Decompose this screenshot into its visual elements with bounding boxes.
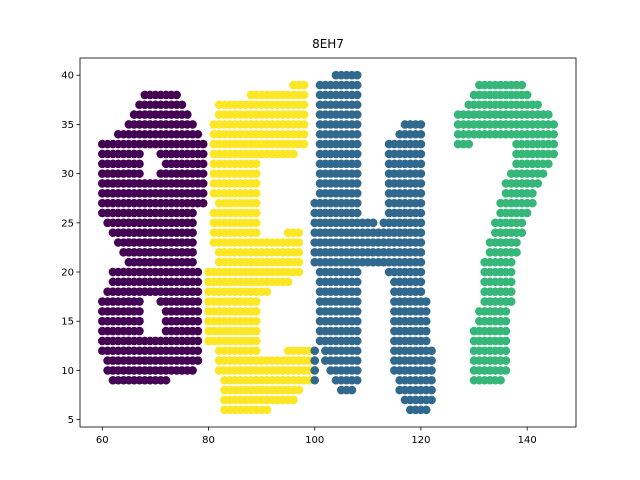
y-tick-label: 25 [61, 218, 74, 230]
data-point [294, 258, 303, 267]
data-point [300, 140, 309, 149]
data-point [294, 238, 303, 247]
data-point [194, 356, 203, 365]
data-point [188, 209, 197, 218]
data-point [417, 228, 426, 237]
data-point [135, 150, 144, 159]
data-point [512, 248, 521, 257]
data-point [353, 278, 362, 287]
data-point [353, 179, 362, 188]
data-point [310, 366, 319, 375]
data-point [549, 140, 558, 149]
data-point [199, 199, 208, 208]
data-point [194, 297, 203, 306]
data-point [353, 189, 362, 198]
data-point [199, 140, 208, 149]
data-point [252, 179, 261, 188]
data-point [353, 159, 362, 168]
data-point [417, 219, 426, 228]
data-point [178, 100, 187, 109]
data-point [252, 327, 261, 336]
data-point [533, 179, 542, 188]
data-point [194, 307, 203, 316]
data-point [310, 356, 319, 365]
data-point [422, 405, 431, 414]
data-point [507, 287, 516, 296]
data-point [507, 297, 516, 306]
data-point [353, 376, 362, 385]
data-point [194, 278, 203, 287]
data-point [353, 81, 362, 90]
data-point [502, 366, 511, 375]
data-point [422, 327, 431, 336]
data-point [417, 287, 426, 296]
data-point [417, 159, 426, 168]
data-point [502, 337, 511, 346]
y-tick-label: 20 [61, 267, 74, 279]
data-point [353, 100, 362, 109]
data-point [252, 159, 261, 168]
x-tick-label: 140 [517, 435, 537, 446]
data-point [289, 396, 298, 405]
data-point [496, 376, 505, 385]
y-tick-label: 30 [61, 169, 74, 181]
data-point [199, 169, 208, 178]
data-point [422, 307, 431, 316]
data-point [422, 317, 431, 326]
y-tick-label: 15 [61, 316, 74, 328]
data-point [199, 179, 208, 188]
data-point [417, 278, 426, 287]
data-point [523, 209, 532, 218]
data-point [427, 386, 436, 395]
data-point [353, 307, 362, 316]
data-point [422, 297, 431, 306]
data-point [502, 307, 511, 316]
data-point [252, 346, 261, 355]
data-point [353, 120, 362, 129]
data-point [252, 169, 261, 178]
data-point [417, 130, 426, 139]
data-point [263, 405, 272, 414]
data-point [417, 150, 426, 159]
data-point [518, 219, 527, 228]
data-point [252, 209, 261, 218]
data-point [502, 356, 511, 365]
data-point [353, 327, 362, 336]
data-point [533, 100, 542, 109]
data-point [310, 346, 319, 355]
data-point [427, 376, 436, 385]
data-point [199, 159, 208, 168]
data-point [194, 327, 203, 336]
data-point [539, 169, 548, 178]
data-point [300, 120, 309, 129]
data-point [417, 238, 426, 247]
data-point [194, 337, 203, 346]
data-point [353, 130, 362, 139]
data-point [252, 297, 261, 306]
data-point [369, 219, 378, 228]
data-point [289, 150, 298, 159]
data-point [353, 150, 362, 159]
data-point [172, 91, 181, 100]
data-point [353, 268, 362, 277]
data-point [417, 120, 426, 129]
data-point [310, 376, 319, 385]
data-point [294, 268, 303, 277]
data-point [252, 307, 261, 316]
data-point [135, 297, 144, 306]
data-point [252, 317, 261, 326]
data-point [353, 169, 362, 178]
data-point [353, 91, 362, 100]
data-point [507, 268, 516, 277]
data-point [427, 356, 436, 365]
data-point [549, 130, 558, 139]
data-point [417, 268, 426, 277]
data-point [417, 169, 426, 178]
data-point [512, 238, 521, 247]
data-point [294, 248, 303, 257]
data-point [188, 366, 197, 375]
data-point [502, 327, 511, 336]
data-point [353, 337, 362, 346]
data-point [194, 346, 203, 355]
data-point [502, 317, 511, 326]
x-tick-label: 100 [305, 435, 325, 446]
data-point [252, 199, 261, 208]
data-point [417, 258, 426, 267]
data-point [353, 199, 362, 208]
data-point [417, 209, 426, 218]
data-point [194, 268, 203, 277]
data-point [348, 386, 357, 395]
data-point [194, 130, 203, 139]
data-point [528, 199, 537, 208]
y-tick-label: 35 [61, 119, 74, 131]
data-point [294, 386, 303, 395]
data-point [183, 110, 192, 119]
data-point [194, 287, 203, 296]
data-point [507, 278, 516, 287]
data-point [417, 199, 426, 208]
data-point [300, 91, 309, 100]
x-tick-label: 80 [202, 435, 215, 446]
y-tick-label: 40 [61, 70, 74, 82]
data-point [523, 91, 532, 100]
data-point [544, 110, 553, 119]
data-point [518, 228, 527, 237]
x-tick-label: 120 [411, 435, 431, 446]
data-point [353, 297, 362, 306]
data-point [188, 258, 197, 267]
data-point [422, 337, 431, 346]
chart-title: 8EH7 [312, 37, 344, 51]
data-point [353, 209, 362, 218]
data-point [284, 278, 293, 287]
data-point [135, 307, 144, 316]
data-point [199, 150, 208, 159]
data-point [188, 219, 197, 228]
data-point [417, 179, 426, 188]
data-point [135, 317, 144, 326]
data-point [300, 81, 309, 90]
data-point [353, 71, 362, 80]
data-point [507, 258, 516, 267]
data-point [427, 346, 436, 355]
data-point [549, 120, 558, 129]
data-point [188, 228, 197, 237]
data-point [252, 189, 261, 198]
data-point [518, 81, 527, 90]
data-point [417, 140, 426, 149]
data-point [464, 140, 473, 149]
data-point [135, 159, 144, 168]
data-point [353, 317, 362, 326]
data-point [417, 248, 426, 257]
data-point [252, 228, 261, 237]
data-point [427, 396, 436, 405]
data-point [544, 159, 553, 168]
data-point [427, 366, 436, 375]
data-point [300, 100, 309, 109]
data-point [353, 287, 362, 296]
data-point [353, 356, 362, 365]
data-point [252, 219, 261, 228]
data-point [353, 140, 362, 149]
data-point [188, 238, 197, 247]
data-point [252, 337, 261, 346]
data-point [263, 287, 272, 296]
data-point [300, 130, 309, 139]
scatter-points [98, 71, 558, 414]
data-point [300, 110, 309, 119]
data-point [162, 376, 171, 385]
data-point [528, 189, 537, 198]
data-point [199, 189, 208, 198]
data-point [549, 150, 558, 159]
y-tick-label: 10 [61, 365, 74, 377]
x-tick-label: 60 [95, 435, 109, 446]
y-tick-label: 5 [67, 415, 74, 427]
data-point [502, 346, 511, 355]
data-point [135, 169, 144, 178]
data-point [135, 327, 144, 336]
data-point [417, 189, 426, 198]
data-point [188, 120, 197, 129]
data-point [194, 317, 203, 326]
data-point [353, 110, 362, 119]
data-point [188, 248, 197, 257]
data-point [294, 228, 303, 237]
data-point [353, 366, 362, 375]
data-point [353, 346, 362, 355]
